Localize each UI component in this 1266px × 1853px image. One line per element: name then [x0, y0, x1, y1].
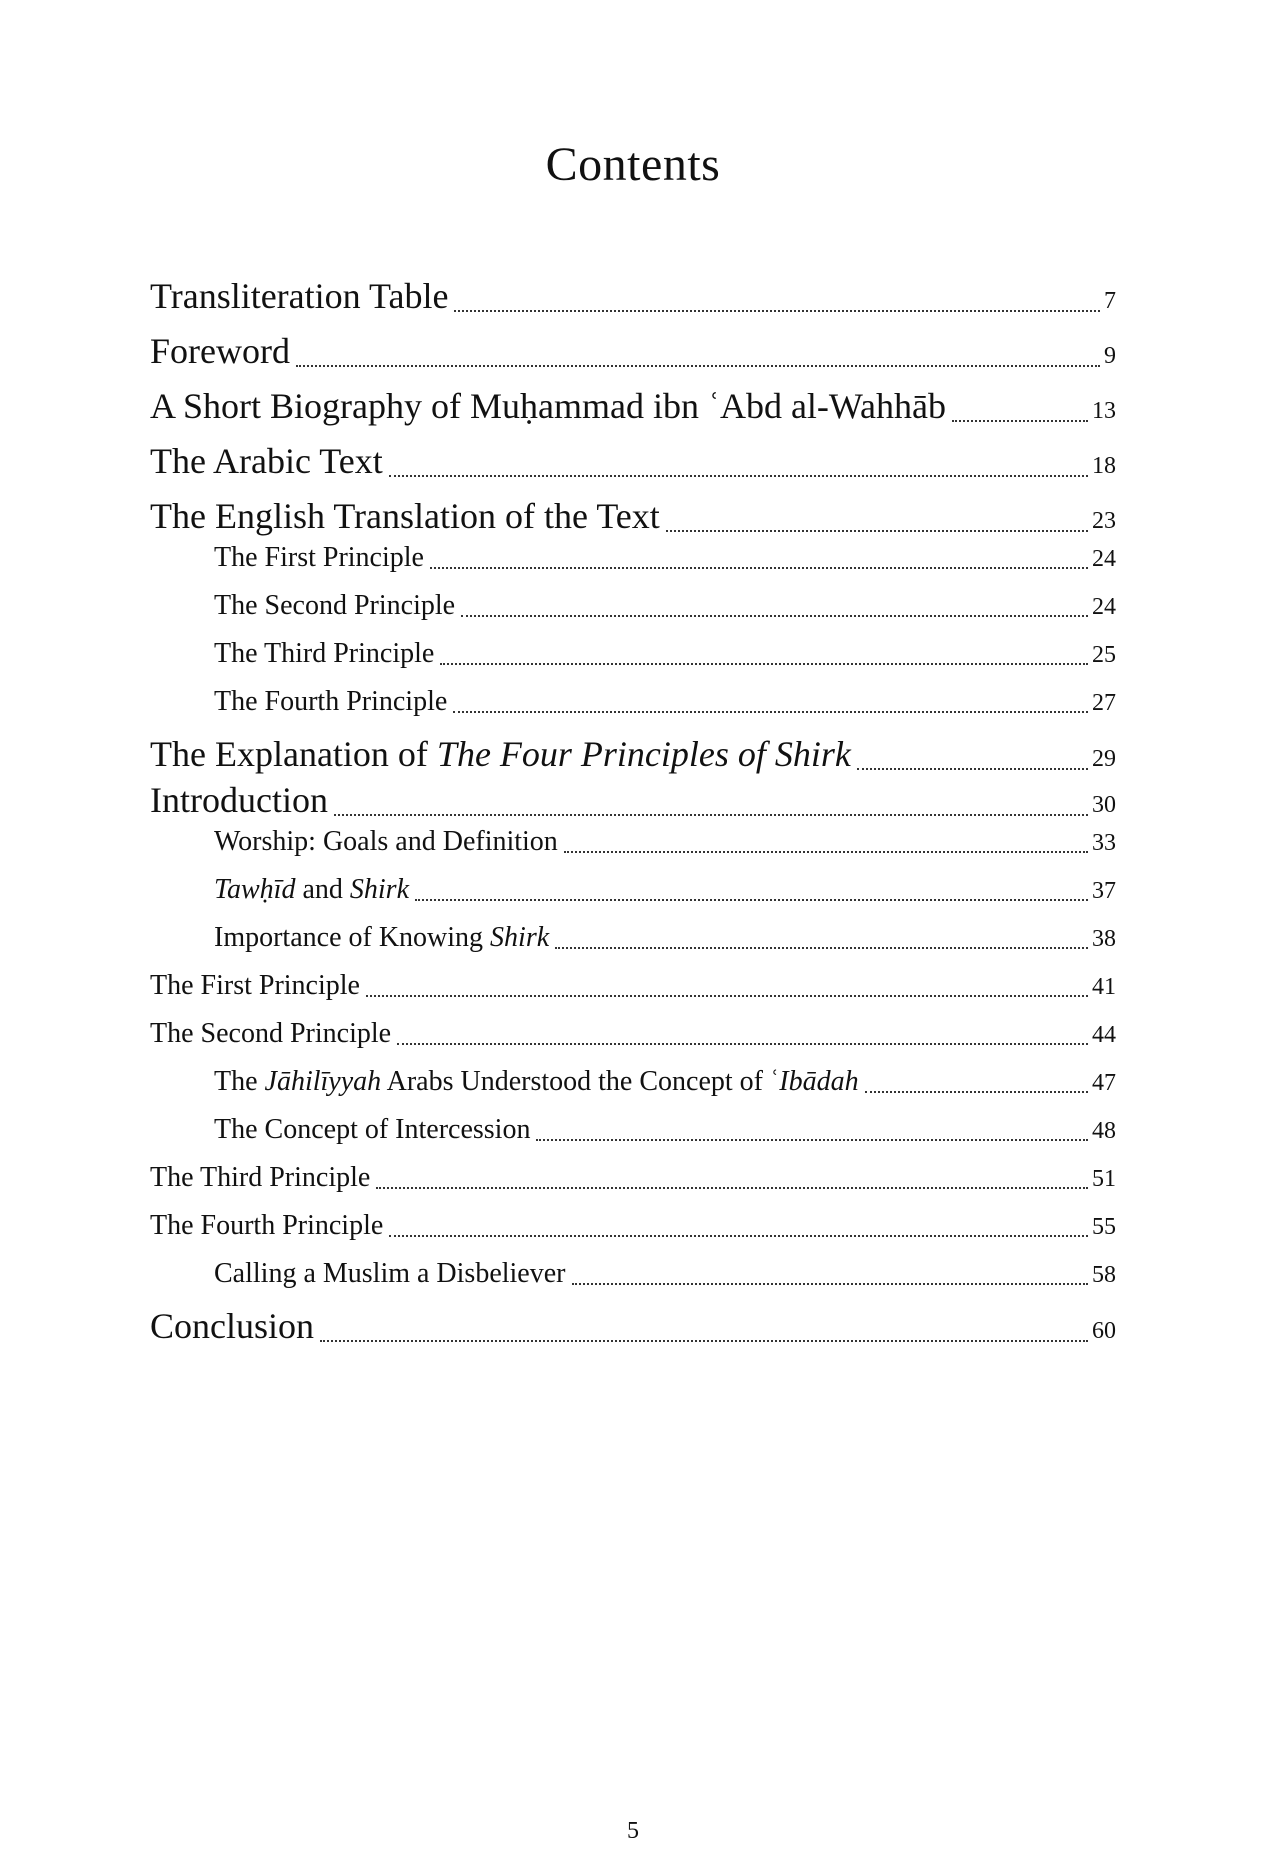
dot-leader — [397, 1015, 1088, 1045]
dot-leader — [389, 439, 1088, 477]
dot-leader — [666, 494, 1088, 532]
toc-entry-concept-of-intercession[interactable] — [150, 1108, 1116, 1156]
toc-entry-page: 41 — [1092, 974, 1116, 1000]
dot-leader — [389, 1207, 1088, 1237]
toc-entry-label-italic: Tawḥīd — [214, 874, 296, 905]
toc-entry-label: The Fourth Principle — [214, 686, 448, 717]
toc-entry-second-principle-text[interactable] — [150, 584, 1116, 632]
dot-leader — [454, 274, 1100, 312]
toc-entry-label: Conclusion — [150, 1306, 315, 1346]
toc-entry-worship[interactable] — [150, 820, 1116, 868]
page-title: Contents — [545, 138, 721, 191]
toc-entry-page: 30 — [1092, 792, 1116, 818]
dot-leader — [334, 778, 1088, 816]
toc-entry-label: The First Principle — [214, 542, 424, 573]
toc-entry-label-italic: Shirk — [490, 922, 550, 953]
dot-leader — [320, 1304, 1088, 1342]
toc-entry-label: Transliteration Table — [150, 276, 449, 316]
toc-entry-english-translation[interactable] — [150, 490, 1116, 536]
toc-entry-explanation[interactable] — [150, 728, 1116, 774]
toc-entry-page: 55 — [1092, 1214, 1116, 1240]
toc-entry-transliteration-table[interactable] — [150, 270, 1116, 325]
toc-entry-page: 37 — [1092, 878, 1116, 904]
dot-leader — [555, 919, 1088, 949]
toc-entry-label-italic: Shirk — [349, 874, 410, 905]
dot-leader — [536, 1111, 1088, 1141]
toc-entry-page: 48 — [1092, 1118, 1116, 1144]
toc-entry-label — [150, 733, 857, 775]
toc-entry-second-principle[interactable] — [150, 1012, 1116, 1060]
dot-leader — [415, 871, 1088, 901]
dot-leader — [564, 823, 1088, 853]
toc-entry-page: 38 — [1092, 926, 1116, 952]
dot-leader — [857, 732, 1088, 770]
toc-entry-label: A Short Biography of Muḥammad ibn ʿAbd al-Wahhāb — [150, 386, 946, 426]
toc-entry-page: 33 — [1092, 830, 1116, 856]
toc-entry-label — [214, 922, 555, 954]
toc-entry-label-plain: and — [295, 874, 350, 905]
toc-entry-label-plain: Importance of Knowing — [214, 922, 491, 953]
toc-entry-label-plain: The — [214, 1066, 265, 1097]
toc-entry-label — [214, 1066, 865, 1098]
toc-entry-page: 23 — [1092, 508, 1116, 534]
dot-leader — [440, 635, 1088, 665]
toc-entry-label: Foreword — [150, 331, 290, 371]
toc-entry-label: Calling a Muslim a Disbeliever — [214, 1258, 566, 1289]
toc-entry-label-italic: Ibādah — [779, 1066, 859, 1097]
toc-entry-page: 51 — [1092, 1166, 1116, 1192]
page-number: 5 — [627, 1818, 639, 1844]
toc-entry-tawhid-and-shirk[interactable] — [150, 868, 1116, 916]
toc-entry-page: 58 — [1092, 1262, 1116, 1288]
toc-entry-importance-of-knowing-shirk[interactable] — [150, 916, 1116, 964]
toc-entry-label: The First Principle — [150, 970, 360, 1001]
toc-entry-page: 60 — [1092, 1318, 1116, 1344]
toc-entry-label: The English Translation of the Text — [150, 496, 660, 536]
toc-entry-third-principle-text[interactable] — [150, 632, 1116, 680]
toc-entry-fourth-principle[interactable] — [150, 1204, 1116, 1252]
dot-leader — [430, 539, 1088, 569]
toc-entry-label: The Third Principle — [150, 1162, 371, 1193]
toc-entry-page: 25 — [1092, 642, 1116, 668]
toc-entry-jahiliyyah-arabs[interactable] — [150, 1060, 1116, 1108]
toc-entry-conclusion[interactable] — [150, 1300, 1116, 1355]
toc-entry-label — [214, 874, 415, 906]
dot-leader — [952, 384, 1088, 422]
dot-leader — [366, 967, 1088, 997]
toc-entry-short-biography[interactable] — [150, 380, 1116, 435]
toc-entry-label: The Third Principle — [214, 638, 435, 669]
toc-entry-label: The Second Principle — [214, 590, 456, 621]
toc-entry-third-principle[interactable] — [150, 1156, 1116, 1204]
toc-entry-label: The Second Principle — [150, 1018, 392, 1049]
toc-entry-introduction[interactable] — [150, 774, 1116, 820]
dot-leader — [453, 683, 1088, 713]
dot-leader — [572, 1255, 1089, 1285]
toc-entry-label: The Arabic Text — [150, 441, 383, 481]
toc-entry-page: 47 — [1092, 1070, 1116, 1096]
toc-entry-calling-a-muslim-disbeliever[interactable] — [150, 1252, 1116, 1300]
dot-leader — [865, 1063, 1088, 1093]
toc-entry-label: The Fourth Principle — [150, 1210, 384, 1241]
dot-leader — [376, 1159, 1088, 1189]
toc-entry-page: 13 — [1092, 398, 1116, 424]
toc-entry-label: Worship: Goals and Definition — [214, 826, 558, 857]
dot-leader — [461, 587, 1088, 617]
toc-entry-label-italic: Jāhilīyyah — [264, 1066, 382, 1097]
toc-entry-label-italic: The Four Principles of Shirk — [436, 734, 851, 774]
toc-entry-label: Introduction — [150, 780, 328, 820]
toc-entry-label: The Concept of Intercession — [214, 1114, 531, 1145]
toc-entry-first-principle-text[interactable] — [150, 536, 1116, 584]
toc-entry-page: 18 — [1092, 453, 1116, 479]
toc-entry-page: 7 — [1104, 288, 1116, 314]
toc-entry-first-principle[interactable] — [150, 964, 1116, 1012]
toc-entry-fourth-principle-text[interactable] — [150, 680, 1116, 728]
toc-entry-label-plain: The Explanation of — [150, 734, 437, 774]
toc-entry-label-plain: Arabs Understood the Concept of ʿ — [381, 1066, 780, 1097]
toc-entry-page: 24 — [1092, 594, 1116, 620]
dot-leader — [296, 329, 1100, 367]
table-of-contents — [150, 270, 1116, 1355]
toc-entry-page: 44 — [1092, 1022, 1116, 1048]
toc-entry-arabic-text[interactable] — [150, 435, 1116, 490]
toc-entry-page: 29 — [1092, 746, 1116, 772]
toc-entry-page: 9 — [1104, 343, 1116, 369]
toc-entry-foreword[interactable] — [150, 325, 1116, 380]
toc-entry-page: 27 — [1092, 690, 1116, 716]
toc-entry-page: 24 — [1092, 546, 1116, 572]
